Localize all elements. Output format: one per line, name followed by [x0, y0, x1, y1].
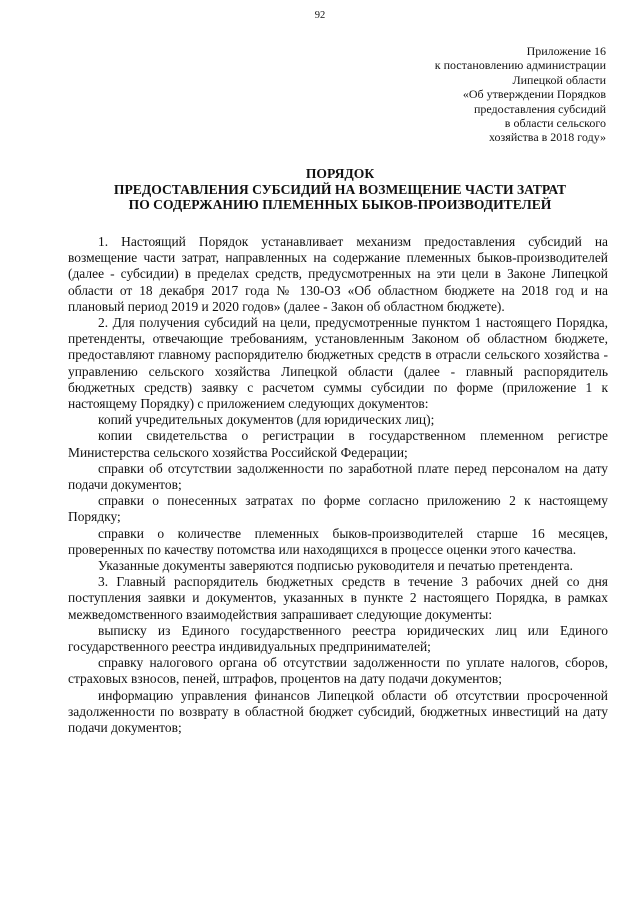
- appendix-header: [435, 44, 606, 145]
- paragraph: 3. Главный распорядитель бюджетных средств в течение 3 рабочих дней со дня поступления заявки и документов, указанных в пункте 2 настоящего Порядка, в рамках межведомственного взаимодействия запрашивает следующие документы:: [68, 574, 608, 622]
- title-line: ПО СОДЕРЖАНИЮ ПЛЕМЕННЫХ БЫКОВ-ПРОИЗВОДИТЕЛЕЙ: [128, 197, 552, 212]
- title-line: ПРЕДОСТАВЛЕНИЯ СУБСИДИЙ НА ВОЗМЕЩЕНИЕ ЧАСТИ ЗАТРАТ: [113, 181, 567, 197]
- paragraph: справки о понесенных затратах по форме согласно приложению 2 к настоящему Порядку;: [68, 493, 608, 525]
- appendix-line: хозяйства в 2018 году»: [489, 130, 606, 145]
- paragraph: 2. Для получения субсидий на цели, предусмотренные пунктом 1 настоящего Порядка, претенденты, отвечающие требованиям, установленным Законом об областном бюджете, предоставляют главному распорядителю бюджетных средств в отрасли сельского хозяйства - управлению сельского хозяйства Липецкой области (далее - главный распорядитель бюджетных средств) заявку с расчетом суммы субсидии по форме (приложение 1 к настоящему Порядку) с приложением следующих документов:: [68, 315, 608, 412]
- appendix-line: Липецкой области: [512, 72, 606, 87]
- appendix-line: в области сельского: [504, 116, 606, 131]
- document-title: [60, 166, 620, 213]
- title-line: ПОРЯДОК: [305, 166, 375, 181]
- appendix-line: Приложение 16: [526, 44, 606, 58]
- page-number: 92: [314, 10, 326, 21]
- appendix-line: предоставления субсидий: [473, 101, 606, 116]
- paragraph: справку налогового органа об отсутствии задолженности по уплате налогов, сборов, страховых взносов, пеней, штрафов, процентов на дату подачи документов;: [68, 655, 608, 687]
- document-body: [68, 234, 608, 736]
- paragraph: информацию управления финансов Липецкой области об отсутствии просроченной задолженности по возврату в областной бюджет субсидий, бюджетных инвестиций на дату подачи документов;: [68, 687, 608, 736]
- paragraph: копии свидетельства о регистрации в государственном племенном регистре Министерства сельского хозяйства Российской Федерации;: [68, 428, 608, 460]
- paragraph: справки о количестве племенных быков-производителей старше 16 месяцев, проверенных по качеству потомства или находящихся в процессе оценки этого качества.: [68, 525, 608, 557]
- paragraph: Указанные документы заверяются подписью руководителя и печатью претендента.: [98, 558, 573, 574]
- paragraph: 1. Настоящий Порядок устанавливает механизм предоставления субсидий на возмещение части затрат, направленных на содержание племенных быков-производителей (далее - субсидии) в пределах средств, предусмотренных на эти цели в Законе Липецкой области от 18 декабря 2017 года № 130-ОЗ «Об областном бюджете на 2018 год и на плановый период 2019 и 2020 годов» (далее - Закон об областном бюджете).: [68, 234, 608, 314]
- paragraph: справки об отсутствии задолженности по заработной плате перед персоналом на дату подачи документов;: [68, 460, 608, 493]
- appendix-line: «Об утверждении Порядков: [462, 87, 606, 102]
- appendix-line: к постановлению администрации: [434, 58, 606, 73]
- paragraph: выписку из Единого государственного реестра юридических лиц или Единого государственного реестра индивидуальных предпринимателей;: [68, 622, 608, 655]
- paragraph: копий учредительных документов (для юридических лиц);: [98, 412, 435, 428]
